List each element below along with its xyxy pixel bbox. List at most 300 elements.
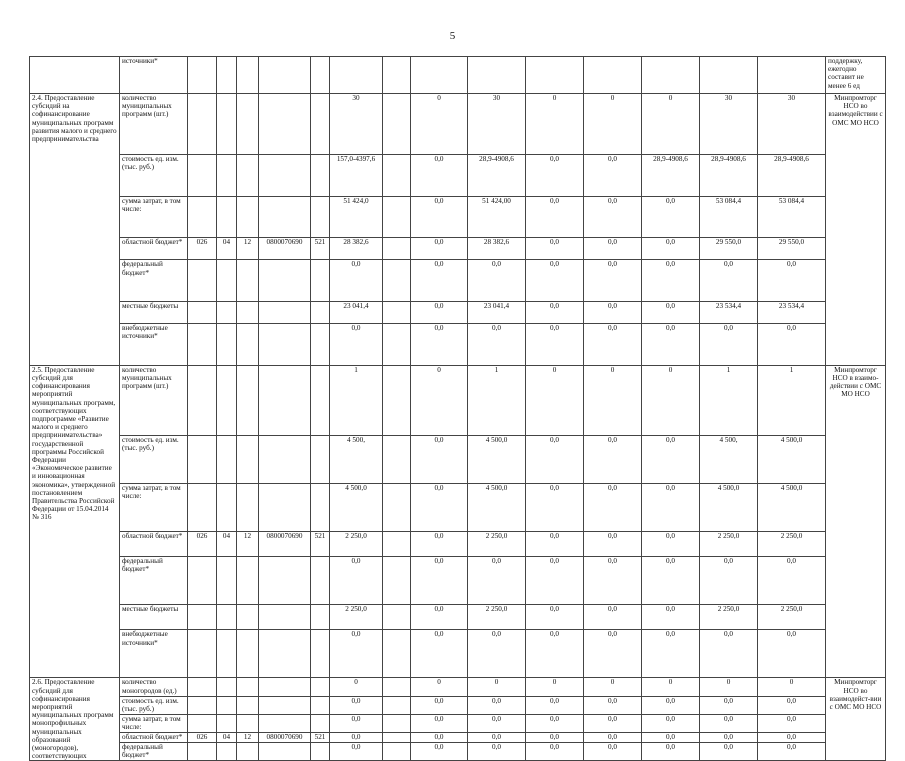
table-cell [383,94,411,155]
code-cell-csr [259,678,311,696]
value-cell: 0,0 [526,155,584,197]
code-cell-pr [237,324,259,366]
value-cell: 0,0 [700,324,758,366]
table-cell [383,743,411,761]
table-cell [642,57,700,94]
indicator-cell: количество муниципальных программ (шт.) [120,365,188,435]
code-cell-csr [259,696,311,714]
table-cell [526,57,584,94]
code-cell-pr [237,605,259,630]
table-cell [758,57,826,94]
value-cell: 2 250,0 [330,605,383,630]
value-cell: 0,0 [584,436,642,484]
value-cell: 0,0 [330,715,383,733]
value-cell: 0,0 [330,557,383,605]
code-cell-vr [311,302,330,324]
table-cell [700,57,758,94]
table-cell [383,715,411,733]
code-cell-rz [217,436,237,484]
value-cell: 0,0 [700,733,758,743]
table-row [30,324,886,366]
code-cell-vr [311,484,330,532]
value-cell: 0,0 [526,531,584,556]
value-cell: 0,0 [526,302,584,324]
value-cell: 0,0 [526,196,584,238]
value-cell: 2 250,0 [758,605,826,630]
value-cell: 0 [411,678,468,696]
value-cell: 0,0 [330,743,383,761]
code-cell-grbs [188,365,217,435]
code-cell-rz [217,365,237,435]
code-cell-grbs [188,715,217,733]
code-cell-csr [259,715,311,733]
indicator-cell: сумма затрат, в том числе: [120,196,188,238]
value-cell: 0,0 [526,260,584,302]
value-cell: 0,0 [642,531,700,556]
value-cell: 29 550,0 [758,238,826,260]
value-cell: 4 500,0 [468,484,526,532]
value-cell: 0,0 [526,743,584,761]
indicator-cell: федеральный бюджет* [120,743,188,761]
table-cell [383,260,411,302]
code-cell-pr [237,678,259,696]
value-cell: 0,0 [526,557,584,605]
code-cell-grbs: 026 [188,238,217,260]
code-cell-csr [259,557,311,605]
code-cell-pr [237,436,259,484]
value-cell: 0,0 [758,696,826,714]
value-cell: 51 424,00 [468,196,526,238]
value-cell: 4 500,0 [330,484,383,532]
value-cell: 0,0 [758,260,826,302]
table-cell [383,484,411,532]
code-cell-rz [217,196,237,238]
table-cell [383,324,411,366]
value-cell: 0,0 [584,696,642,714]
value-cell: 28 382,6 [330,238,383,260]
value-cell: 0,0 [526,630,584,678]
value-cell: 1 [468,365,526,435]
code-cell-pr: 12 [237,238,259,260]
indicator-cell: областной бюджет* [120,531,188,556]
table-cell [383,733,411,743]
value-cell: 0,0 [700,696,758,714]
value-cell: 0,0 [642,696,700,714]
table-cell [383,605,411,630]
code-cell-pr [237,743,259,761]
table-row [30,365,886,435]
value-cell: 0,0 [758,733,826,743]
value-cell: 0,0 [330,696,383,714]
value-cell: 53 084,4 [700,196,758,238]
value-cell: 30 [758,94,826,155]
value-cell: 4 500,0 [758,436,826,484]
indicator-cell: федеральный бюджет* [120,260,188,302]
value-cell: 0 [526,678,584,696]
value-cell: 0,0 [411,696,468,714]
measure-title-cell: 2.4. Предоставление субсидий на софинансирование муниципальных программ развития малого и среднего предпринимательства [30,94,120,366]
table-row [30,238,886,260]
code-cell-grbs [188,260,217,302]
value-cell: 0,0 [642,557,700,605]
code-cell-grbs [188,324,217,366]
code-cell-grbs [188,696,217,714]
value-cell: 0,0 [468,324,526,366]
code-cell-grbs [188,155,217,197]
code-cell-grbs [188,605,217,630]
value-cell: 0,0 [584,743,642,761]
value-cell: 29 550,0 [700,238,758,260]
code-cell-rz [217,696,237,714]
indicator-cell: внебюджетные источники* [120,324,188,366]
value-cell: 0,0 [642,196,700,238]
executor-cell: Минпромторг НСО в взаимо-действии с ОМС МО НСО [826,365,886,678]
value-cell: 0,0 [642,436,700,484]
code-cell-rz [217,605,237,630]
value-cell: 0,0 [330,630,383,678]
value-cell: 0,0 [526,605,584,630]
code-cell-pr [237,557,259,605]
value-cell: 0,0 [526,715,584,733]
code-cell-rz: 04 [217,238,237,260]
code-cell-grbs [188,484,217,532]
value-cell: 23 041,4 [330,302,383,324]
value-cell: 0,0 [758,715,826,733]
code-cell-rz [217,630,237,678]
value-cell: 0 [468,678,526,696]
code-cell-csr [259,324,311,366]
value-cell: 0,0 [411,743,468,761]
code-cell-grbs [188,557,217,605]
code-cell-pr [237,630,259,678]
value-cell: 0,0 [758,743,826,761]
table-cell [217,57,237,94]
code-cell-grbs [188,302,217,324]
value-cell: 4 500,0 [468,436,526,484]
code-cell-csr [259,484,311,532]
value-cell: 4 500,0 [758,484,826,532]
code-cell-vr [311,94,330,155]
value-cell: 51 424,0 [330,196,383,238]
measure-title-cell: 2.6. Предоставление субсидий для софинансирования мероприятий муниципальных программ монопрофильных муниципальных образований (моногородов), соответствующих [30,678,120,761]
value-cell: 0,0 [758,630,826,678]
value-cell: 0,0 [411,260,468,302]
code-cell-rz [217,678,237,696]
value-cell: 2 250,0 [700,605,758,630]
value-cell: 28 382,6 [468,238,526,260]
value-cell: 0,0 [584,324,642,366]
value-cell: 0,0 [411,196,468,238]
code-cell-csr [259,365,311,435]
code-cell-rz [217,260,237,302]
table-cell [30,57,120,94]
table-cell [383,678,411,696]
code-cell-vr [311,678,330,696]
value-cell: 0,0 [642,630,700,678]
code-cell-csr [259,155,311,197]
value-cell: 0,0 [411,302,468,324]
table-row [30,531,886,556]
value-cell: 0,0 [642,302,700,324]
value-cell: 0,0 [584,630,642,678]
code-cell-csr [259,196,311,238]
value-cell: 0,0 [411,605,468,630]
code-cell-rz [217,715,237,733]
table-cell [188,57,217,94]
value-cell: 0,0 [330,324,383,366]
value-cell: 0,0 [468,743,526,761]
indicator-cell: областной бюджет* [120,733,188,743]
table-body [30,57,886,761]
table-cell [383,365,411,435]
table-row [30,196,886,238]
code-cell-rz [217,302,237,324]
value-cell: 0 [700,678,758,696]
code-cell-vr: 521 [311,733,330,743]
code-cell-csr [259,436,311,484]
value-cell: 0,0 [642,324,700,366]
value-cell: 0,0 [526,696,584,714]
value-cell: 1 [330,365,383,435]
value-cell: 2 250,0 [468,605,526,630]
value-cell: 0,0 [584,260,642,302]
value-cell: 0,0 [700,260,758,302]
value-cell: 0,0 [584,733,642,743]
code-cell-pr [237,715,259,733]
table-cell [383,557,411,605]
value-cell: 0,0 [330,260,383,302]
value-cell: 0,0 [411,436,468,484]
table-cell [383,238,411,260]
code-cell-rz [217,557,237,605]
indicator-cell: количество муниципальных программ (шт.) [120,94,188,155]
code-cell-csr [259,743,311,761]
value-cell: 1 [758,365,826,435]
value-cell: 0 [642,94,700,155]
table-row [30,484,886,532]
value-cell: 0,0 [642,733,700,743]
value-cell: 0,0 [700,557,758,605]
code-cell-csr: 0800070690 [259,733,311,743]
value-cell: 0,0 [584,605,642,630]
code-cell-rz [217,94,237,155]
value-cell: 0,0 [411,531,468,556]
value-cell: 0,0 [700,630,758,678]
page-number: 5 [449,30,456,42]
code-cell-pr [237,196,259,238]
value-cell: 0,0 [468,733,526,743]
value-cell: 30 [468,94,526,155]
value-cell: 0 [584,94,642,155]
table-row [30,260,886,302]
value-cell: 0,0 [584,715,642,733]
indicator-cell: внебюджетные источники* [120,630,188,678]
value-cell: 0,0 [642,260,700,302]
executor-cell: Минпромторг НСО во взаимодействии с ОМС МО НСО [826,94,886,366]
value-cell: 1 [700,365,758,435]
value-cell: 0,0 [411,484,468,532]
indicator-cell: стоимость ед. изм. (тыс. руб.) [120,155,188,197]
value-cell: 0 [642,678,700,696]
value-cell: 2 250,0 [758,531,826,556]
code-cell-csr [259,630,311,678]
value-cell: 28,9-4908,6 [700,155,758,197]
value-cell: 0 [526,94,584,155]
value-cell: 0,0 [642,715,700,733]
code-cell-pr [237,696,259,714]
code-cell-grbs [188,743,217,761]
table-row [30,733,886,743]
value-cell: 0,0 [411,238,468,260]
code-cell-vr [311,436,330,484]
value-cell: 0,0 [584,531,642,556]
code-cell-vr [311,324,330,366]
value-cell: 2 250,0 [468,531,526,556]
table-row [30,94,886,155]
code-cell-vr [311,696,330,714]
value-cell: 0 [584,678,642,696]
code-cell-grbs: 026 [188,733,217,743]
value-cell: 0 [411,365,468,435]
code-cell-grbs [188,94,217,155]
table-row [30,678,886,696]
code-cell-csr [259,260,311,302]
table-cell [383,57,411,94]
value-cell: 2 250,0 [700,531,758,556]
value-cell: 0,0 [411,733,468,743]
code-cell-pr [237,94,259,155]
value-cell: 0,0 [642,238,700,260]
code-cell-grbs [188,196,217,238]
table-row [30,302,886,324]
indicator-cell: местные бюджеты [120,605,188,630]
code-cell-vr [311,155,330,197]
table-cell [411,57,468,94]
table-row [30,743,886,761]
table-cell [383,436,411,484]
code-cell-pr [237,260,259,302]
code-cell-rz [217,484,237,532]
value-cell: 53 084,4 [758,196,826,238]
code-cell-csr [259,605,311,630]
indicator-cell: областной бюджет* [120,238,188,260]
table-cell [383,302,411,324]
value-cell: 0,0 [584,196,642,238]
table-cell [468,57,526,94]
measures-table [29,56,886,761]
code-cell-grbs [188,436,217,484]
table-row [30,715,886,733]
code-cell-vr [311,365,330,435]
table-cell [237,57,259,94]
indicator-cell: федеральный бюджет* [120,557,188,605]
value-cell: 0,0 [411,630,468,678]
table-row [30,57,886,94]
value-cell: 0,0 [411,557,468,605]
value-cell: 0,0 [526,733,584,743]
value-cell: 28,9-4908,6 [642,155,700,197]
value-cell: 28,9-4908,6 [468,155,526,197]
code-cell-rz [217,324,237,366]
table-row [30,155,886,197]
table-cell [383,696,411,714]
value-cell: 23 534,4 [700,302,758,324]
value-cell: 0,0 [411,715,468,733]
code-cell-csr [259,94,311,155]
code-cell-csr: 0800070690 [259,238,311,260]
result-cell: поддержку, ежегодно составит не менее 6 ед [826,57,886,94]
value-cell: 2 250,0 [330,531,383,556]
value-cell: 23 041,4 [468,302,526,324]
table-cell [311,57,330,94]
code-cell-rz: 04 [217,733,237,743]
value-cell: 0,0 [468,260,526,302]
code-cell-vr: 521 [311,531,330,556]
value-cell: 0 [642,365,700,435]
value-cell: 0,0 [584,155,642,197]
value-cell: 0,0 [758,324,826,366]
code-cell-grbs: 026 [188,531,217,556]
code-cell-rz [217,155,237,197]
code-cell-pr [237,302,259,324]
code-cell-rz: 04 [217,531,237,556]
value-cell: 30 [330,94,383,155]
value-cell: 0,0 [700,715,758,733]
value-cell: 0 [411,94,468,155]
value-cell: 0,0 [468,696,526,714]
value-cell: 23 534,4 [758,302,826,324]
indicator-cell: источники* [120,57,188,94]
value-cell: 0,0 [642,605,700,630]
code-cell-rz [217,743,237,761]
value-cell: 0,0 [642,484,700,532]
table-row [30,630,886,678]
value-cell: 0,0 [468,630,526,678]
code-cell-grbs [188,630,217,678]
value-cell: 0,0 [758,557,826,605]
value-cell: 0,0 [330,733,383,743]
code-cell-pr [237,484,259,532]
table-cell [383,155,411,197]
code-cell-vr [311,743,330,761]
code-cell-grbs [188,678,217,696]
value-cell: 4 500, [330,436,383,484]
indicator-cell: стоимость ед. изм. (тыс. руб.) [120,696,188,714]
value-cell: 0 [758,678,826,696]
code-cell-pr: 12 [237,733,259,743]
value-cell: 30 [700,94,758,155]
measure-title-cell: 2.5. Предоставление субсидий для софинансирования мероприятий муниципальных программ, соответствующих подпрограмме «Развитие малого и среднего предпринимательства» государственной программы Российской Федерации «Экономическое развитие и инновационная экономика», утвержденной постановлением Правительства Российской Федерации от 15.04.2014 № 316 [30,365,120,678]
value-cell: 0,0 [584,302,642,324]
code-cell-vr: 521 [311,238,330,260]
code-cell-pr [237,155,259,197]
value-cell: 0,0 [526,324,584,366]
value-cell: 0 [330,678,383,696]
value-cell: 4 500,0 [700,484,758,532]
indicator-cell: сумма затрат, в том числе: [120,484,188,532]
value-cell: 0,0 [584,557,642,605]
value-cell: 0,0 [584,238,642,260]
value-cell: 0,0 [526,238,584,260]
value-cell: 0,0 [700,743,758,761]
value-cell: 0 [526,365,584,435]
table-cell [330,57,383,94]
table-row [30,557,886,605]
indicator-cell: количество моногородов (ед.) [120,678,188,696]
value-cell: 0,0 [411,324,468,366]
value-cell: 0,0 [642,743,700,761]
table-row [30,436,886,484]
